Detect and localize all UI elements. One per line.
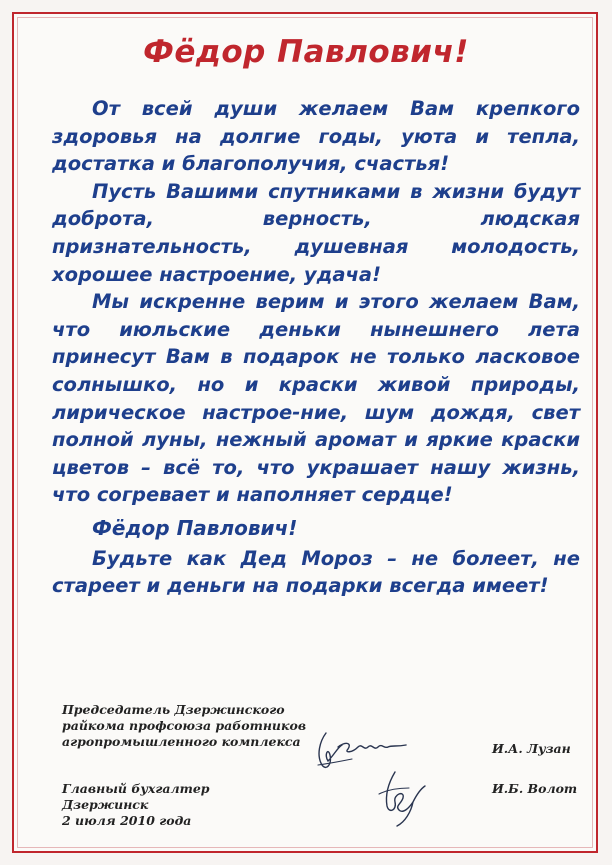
paragraph-1: От всей души желаем Вам крепкого здоровья на долгие годы, уюта и тепла, достатка и благополучия, счастья! — [52, 97, 580, 176]
page-title: Фёдор Павлович! — [143, 34, 469, 70]
chairman-name: И.А. Лузан — [492, 741, 571, 756]
letter-body — [52, 95, 580, 600]
accountant-line: 2 июля 2010 года — [62, 813, 192, 828]
accountant-block — [62, 781, 210, 829]
accountant-line: Дзержинск — [62, 797, 149, 812]
chairman-title-line: райкома профсоюза работников — [62, 718, 307, 733]
accountant-name: И.Б. Волот — [492, 781, 578, 796]
address-line: Фёдор Павлович! — [92, 515, 298, 540]
closing-wish: Будьте как Дед Мороз – не болеет, не стареет и деньги на подарки всегда имеет! — [52, 546, 580, 598]
accountant-signature — [375, 768, 435, 832]
paragraph-3: Мы искренне верим и этого желаем Вам, что июльские деньки нынешнего лета принесут Вам в подарок не только ласковое солнышко, но и краски живой природы, лирическое настрое-ние, шум дождя, свет полной луны, нежный аромат и яркие краски цветов – всё то, что украшает нашу жизнь, что согревает и наполняет сердце! — [52, 290, 580, 507]
accountant-line: Главный бухгалтер — [62, 781, 210, 796]
paragraph-2: Пусть Вашими спутниками в жизни будут доброта, верность, людская признательность, душевная молодость, хорошее настроение, удача! — [52, 179, 580, 286]
chairman-title-line: агропромышленного комплекса — [62, 734, 301, 749]
chairman-title-line: Председатель Дзержинского — [62, 702, 285, 717]
chairman-title — [62, 702, 306, 750]
